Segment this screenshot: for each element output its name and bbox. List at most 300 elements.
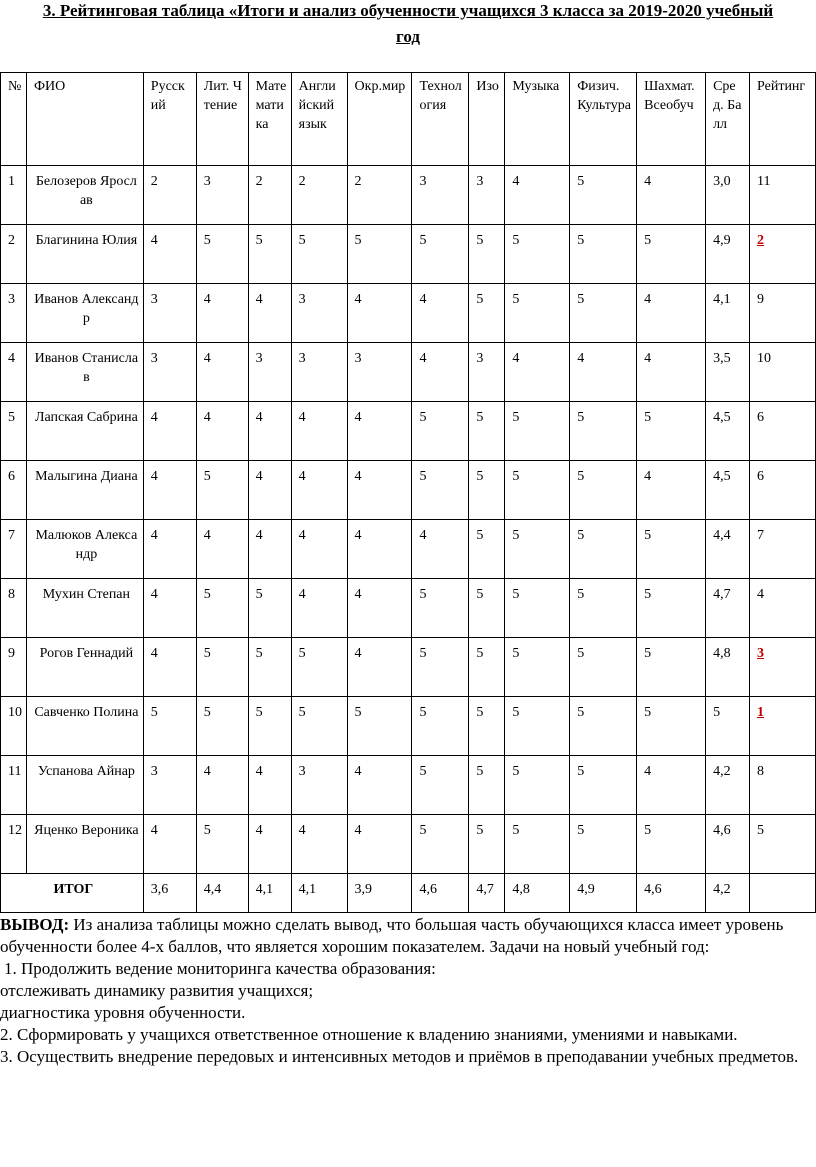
cell-value: 5 — [419, 764, 427, 779]
grade-cell — [143, 461, 196, 520]
conclusion-text: Из анализа таблицы можно сделать вывод, что большая часть обучающихся класса имеет уровень обученности более 4-х баллов, что является хорошим показателем. Задачи на новый учебный год: — [0, 915, 784, 956]
cell-value: 4 — [298, 469, 306, 484]
grade-cell — [706, 756, 750, 815]
grade-cell — [637, 284, 706, 343]
grade-cell — [196, 461, 248, 520]
cell-value: 5 — [512, 233, 520, 248]
grade-cell — [469, 815, 505, 874]
row-number — [1, 343, 27, 402]
cell-value: Рогов Геннадий — [39, 646, 134, 661]
grade-cell — [505, 520, 570, 579]
grade-cell — [291, 225, 347, 284]
grade-cell — [505, 402, 570, 461]
row-number — [1, 815, 27, 874]
cell-value: 4,7 — [713, 587, 731, 602]
row-number — [1, 402, 27, 461]
grade-cell — [505, 815, 570, 874]
table-row — [1, 225, 816, 284]
cell-value: 4 — [150, 587, 158, 602]
conclusion-paragraph — [0, 914, 816, 958]
grade-cell — [706, 166, 750, 225]
cell-value: 4 — [354, 528, 362, 543]
cell-value: 5 — [476, 764, 484, 779]
rank-cell — [750, 225, 816, 284]
cell-value: 5 — [577, 410, 585, 425]
total-value: 4,6 — [412, 874, 469, 913]
cell-value: 4 — [512, 174, 520, 189]
rank-cell — [750, 520, 816, 579]
student-name — [26, 638, 143, 697]
grade-cell — [196, 402, 248, 461]
cell-value: 5 — [644, 587, 652, 602]
grade-cell — [505, 638, 570, 697]
total-value: 4,9 — [570, 874, 637, 913]
cell-value: 4,4 — [713, 528, 731, 543]
conclusion-label: ВЫВОД: — [0, 915, 70, 934]
cell-value: 7 — [757, 528, 765, 543]
cell-value: 3 — [298, 351, 306, 366]
cell-value: 4,1 — [713, 292, 731, 307]
task-subitem-2: диагностика уровня обученности. — [0, 1003, 246, 1022]
grade-cell — [412, 166, 469, 225]
student-name — [26, 815, 143, 874]
cell-value: 5 — [203, 646, 211, 661]
grade-cell — [570, 225, 637, 284]
cell-value: 3 — [298, 764, 306, 779]
total-value: 4,2 — [706, 874, 750, 913]
cell-value: 5 — [203, 823, 211, 838]
cell-value: 4,2 — [713, 764, 731, 779]
total-value: 4,6 — [637, 874, 706, 913]
cell-value: 4 — [298, 823, 306, 838]
grade-cell — [412, 697, 469, 756]
cell-value: 5 — [577, 587, 585, 602]
cell-value: 5 — [203, 233, 211, 248]
cell-value: 5 — [476, 587, 484, 602]
cell-value: 5 — [476, 705, 484, 720]
grade-cell — [347, 756, 412, 815]
cell-value: 9 — [757, 292, 765, 307]
cell-value: Успанова Айнар — [37, 764, 135, 779]
grade-cell — [412, 402, 469, 461]
title-line-2: год — [396, 27, 420, 46]
column-header: ФИО — [26, 73, 143, 166]
cell-value: 5 — [419, 587, 427, 602]
grade-cell — [570, 638, 637, 697]
cell-value: 5 — [577, 174, 585, 189]
row-number — [1, 461, 27, 520]
cell-value: 5 — [512, 528, 520, 543]
grade-cell — [469, 284, 505, 343]
cell-value: Малюков Александр — [35, 528, 138, 562]
cell-value: 4 — [298, 587, 306, 602]
row-number — [1, 579, 27, 638]
grade-cell — [706, 520, 750, 579]
column-header: Русский — [143, 73, 196, 166]
table-row — [1, 166, 816, 225]
student-name — [26, 461, 143, 520]
cell-value: 5 — [577, 528, 585, 543]
student-name — [26, 343, 143, 402]
table-header-row — [1, 73, 816, 166]
cell-value: 4 — [644, 292, 652, 307]
student-name — [26, 225, 143, 284]
total-value: 4,7 — [469, 874, 505, 913]
cell-value: 1 — [8, 174, 15, 189]
cell-value: 4,8 — [713, 646, 731, 661]
cell-value: 5 — [354, 233, 362, 248]
grade-cell — [706, 284, 750, 343]
grade-cell — [637, 402, 706, 461]
cell-value: 5 — [644, 410, 652, 425]
grade-cell — [248, 756, 291, 815]
cell-value: 4 — [150, 469, 158, 484]
cell-value: 4 — [150, 646, 158, 661]
grade-cell — [637, 815, 706, 874]
grade-cell — [412, 520, 469, 579]
column-header: Окр.мир — [347, 73, 412, 166]
grade-cell — [291, 166, 347, 225]
cell-value: 3,5 — [713, 351, 731, 366]
cell-value: 4 — [203, 410, 211, 425]
grade-cell — [706, 343, 750, 402]
cell-value: 3 — [255, 351, 263, 366]
grade-cell — [248, 461, 291, 520]
grade-cell — [706, 579, 750, 638]
cell-value: 5 — [512, 823, 520, 838]
conclusion-section — [0, 914, 816, 1068]
grade-cell — [706, 697, 750, 756]
rank-cell — [750, 343, 816, 402]
cell-value: 5 — [298, 646, 306, 661]
cell-value: 5 — [8, 410, 15, 425]
cell-value: 3 — [757, 646, 765, 661]
title-line-1: 3. Рейтинговая таблица «Итоги и анализ обученности учащихся 3 класса за 2019-2020 учебный — [42, 1, 774, 20]
cell-value: 5 — [476, 528, 484, 543]
cell-value: 3 — [354, 351, 362, 366]
cell-value: 5 — [644, 646, 652, 661]
rank-cell — [750, 461, 816, 520]
grade-cell — [347, 166, 412, 225]
table-row — [1, 697, 816, 756]
total-value — [750, 874, 816, 913]
grade-cell — [505, 461, 570, 520]
grade-cell — [248, 402, 291, 461]
grade-cell — [637, 579, 706, 638]
cell-value: 4 — [150, 528, 158, 543]
task-item-2: 2. Сформировать у учащихся ответственное отношение к владению знаниями, умениями и навыками. — [0, 1025, 738, 1044]
cell-value: 5 — [476, 469, 484, 484]
cell-value: 10 — [757, 351, 772, 366]
grade-cell — [347, 343, 412, 402]
cell-value: 3 — [150, 292, 158, 307]
grade-cell — [412, 638, 469, 697]
cell-value: 5 — [512, 764, 520, 779]
cell-value: 5 — [644, 705, 652, 720]
grade-cell — [412, 343, 469, 402]
cell-value: 5 — [512, 292, 520, 307]
grade-cell — [570, 343, 637, 402]
grade-cell — [291, 402, 347, 461]
grade-cell — [143, 638, 196, 697]
cell-value: 4 — [255, 469, 263, 484]
rank-cell — [750, 579, 816, 638]
cell-value: 5 — [298, 233, 306, 248]
cell-value: 3 — [419, 174, 427, 189]
cell-value: 5 — [577, 646, 585, 661]
cell-value: 3 — [150, 764, 158, 779]
cell-value: 5 — [203, 587, 211, 602]
cell-value: 4,5 — [713, 469, 731, 484]
grade-cell — [196, 579, 248, 638]
cell-value: 4 — [757, 587, 765, 602]
grade-cell — [637, 461, 706, 520]
total-value: 4,8 — [505, 874, 570, 913]
grade-cell — [347, 284, 412, 343]
cell-value: 5 — [354, 705, 362, 720]
total-label: ИТОГ — [1, 874, 144, 913]
grade-cell — [196, 756, 248, 815]
total-value: 4,1 — [291, 874, 347, 913]
table-row — [1, 461, 816, 520]
cell-value: 4 — [203, 351, 211, 366]
grade-cell — [570, 402, 637, 461]
row-number — [1, 166, 27, 225]
grade-cell — [347, 225, 412, 284]
cell-value: 4 — [354, 292, 362, 307]
grade-cell — [412, 284, 469, 343]
student-name — [26, 284, 143, 343]
cell-value: 4 — [8, 351, 15, 366]
cell-value: 4 — [354, 823, 362, 838]
cell-value: 4,6 — [713, 823, 731, 838]
cell-value: 4 — [255, 823, 263, 838]
grade-cell — [505, 697, 570, 756]
cell-value: 5 — [577, 823, 585, 838]
totals-row — [1, 874, 816, 913]
grade-cell — [706, 225, 750, 284]
cell-value: 4 — [150, 233, 158, 248]
cell-value: Иванов Станислав — [34, 351, 139, 385]
table-row — [1, 343, 816, 402]
cell-value: Иванов Александр — [34, 292, 139, 326]
student-name — [26, 166, 143, 225]
grade-cell — [196, 520, 248, 579]
column-header: Рейтинг — [750, 73, 816, 166]
grade-cell — [347, 520, 412, 579]
rank-cell — [750, 815, 816, 874]
cell-value: Благинина Юлия — [35, 233, 138, 248]
cell-value: 5 — [203, 469, 211, 484]
cell-value: 4 — [644, 469, 652, 484]
grade-cell — [196, 225, 248, 284]
cell-value: 8 — [8, 587, 15, 602]
column-header: Английский язык — [291, 73, 347, 166]
table-row — [1, 579, 816, 638]
cell-value: 4 — [354, 410, 362, 425]
task-item-3: 3. Осуществить внедрение передовых и интенсивных методов и приёмов в преподавании учебных предметов. — [0, 1047, 799, 1066]
cell-value: 5 — [577, 233, 585, 248]
table-row — [1, 284, 816, 343]
cell-value: 5 — [255, 587, 263, 602]
rank-cell — [750, 284, 816, 343]
cell-value: 5 — [419, 646, 427, 661]
cell-value: 5 — [419, 469, 427, 484]
row-number — [1, 697, 27, 756]
cell-value: Яценко Вероника — [34, 823, 139, 838]
grade-cell — [143, 756, 196, 815]
cell-value: 4 — [419, 528, 427, 543]
cell-value: 5 — [476, 410, 484, 425]
cell-value: 2 — [757, 233, 765, 248]
grade-cell — [347, 697, 412, 756]
grade-cell — [469, 520, 505, 579]
row-number — [1, 284, 27, 343]
cell-value: 4 — [419, 351, 427, 366]
table-row — [1, 638, 816, 697]
cell-value: 5 — [577, 705, 585, 720]
cell-value: 5 — [512, 469, 520, 484]
cell-value: 11 — [8, 764, 22, 779]
grade-cell — [505, 579, 570, 638]
grade-cell — [570, 579, 637, 638]
cell-value: 2 — [150, 174, 158, 189]
grade-cell — [570, 815, 637, 874]
grade-cell — [706, 461, 750, 520]
grade-cell — [570, 697, 637, 756]
grade-cell — [248, 225, 291, 284]
grade-cell — [196, 166, 248, 225]
cell-value: 5 — [419, 823, 427, 838]
student-name — [26, 520, 143, 579]
total-value: 4,1 — [248, 874, 291, 913]
grade-cell — [412, 225, 469, 284]
student-name — [26, 756, 143, 815]
grade-cell — [570, 166, 637, 225]
column-header: Изо — [469, 73, 505, 166]
grade-cell — [291, 520, 347, 579]
cell-value: Савченко Полина — [34, 705, 139, 720]
grade-cell — [570, 461, 637, 520]
document-title — [0, 0, 816, 50]
grade-cell — [291, 284, 347, 343]
row-number — [1, 638, 27, 697]
grade-cell — [196, 815, 248, 874]
cell-value: 6 — [757, 469, 765, 484]
cell-value: 5 — [644, 233, 652, 248]
cell-value: 3 — [298, 292, 306, 307]
grade-cell — [196, 343, 248, 402]
cell-value: 5 — [203, 705, 211, 720]
cell-value: 4 — [298, 528, 306, 543]
cell-value: 5 — [577, 764, 585, 779]
cell-value: 5 — [476, 292, 484, 307]
grade-cell — [637, 225, 706, 284]
cell-value: 4 — [255, 528, 263, 543]
column-header: Лит. Чтение — [196, 73, 248, 166]
cell-value: 4 — [203, 292, 211, 307]
total-value: 3,9 — [347, 874, 412, 913]
cell-value: 4,5 — [713, 410, 731, 425]
cell-value: 2 — [298, 174, 306, 189]
cell-value: 4 — [150, 823, 158, 838]
cell-value: 4 — [354, 469, 362, 484]
cell-value: 5 — [419, 705, 427, 720]
grade-cell — [291, 815, 347, 874]
cell-value: Малыгина Диана — [35, 469, 138, 484]
grade-cell — [637, 697, 706, 756]
grade-cell — [196, 638, 248, 697]
row-number — [1, 756, 27, 815]
cell-value: 5 — [255, 233, 263, 248]
rating-table — [0, 72, 816, 913]
grade-cell — [143, 815, 196, 874]
grade-cell — [143, 579, 196, 638]
grade-cell — [248, 166, 291, 225]
cell-value: 12 — [8, 823, 22, 838]
cell-value: 4 — [354, 646, 362, 661]
cell-value: 5 — [255, 646, 263, 661]
grade-cell — [706, 815, 750, 874]
grade-cell — [469, 638, 505, 697]
cell-value: 4 — [644, 351, 652, 366]
column-header: Шахмат. Всеобуч — [637, 73, 706, 166]
grade-cell — [570, 284, 637, 343]
cell-value: 3 — [150, 351, 158, 366]
column-header: Физич. Культура — [570, 73, 637, 166]
cell-value: 4 — [354, 764, 362, 779]
cell-value: 2 — [354, 174, 362, 189]
grade-cell — [412, 815, 469, 874]
column-header: Музыка — [505, 73, 570, 166]
cell-value: 4 — [512, 351, 520, 366]
cell-value: 3 — [8, 292, 15, 307]
cell-value: 5 — [476, 823, 484, 838]
cell-value: 5 — [577, 292, 585, 307]
cell-value: 3,0 — [713, 174, 731, 189]
cell-value: 5 — [512, 587, 520, 602]
grade-cell — [637, 166, 706, 225]
grade-cell — [143, 520, 196, 579]
grade-cell — [412, 756, 469, 815]
grade-cell — [505, 284, 570, 343]
grade-cell — [248, 815, 291, 874]
table-row — [1, 402, 816, 461]
column-header: Технология — [412, 73, 469, 166]
grade-cell — [248, 638, 291, 697]
grade-cell — [347, 461, 412, 520]
cell-value: 4 — [255, 410, 263, 425]
grade-cell — [505, 343, 570, 402]
grade-cell — [637, 520, 706, 579]
rank-cell — [750, 638, 816, 697]
grade-cell — [469, 225, 505, 284]
grade-cell — [469, 697, 505, 756]
cell-value: 5 — [577, 469, 585, 484]
grade-cell — [347, 579, 412, 638]
cell-value: 2 — [255, 174, 263, 189]
task-item-1: 1. Продолжить ведение мониторинга качества образования: — [4, 959, 436, 978]
grade-cell — [412, 579, 469, 638]
cell-value: 4 — [150, 410, 158, 425]
row-number — [1, 520, 27, 579]
cell-value: Белозеров Ярослав — [35, 174, 137, 208]
grade-cell — [291, 756, 347, 815]
grade-cell — [143, 284, 196, 343]
cell-value: 5 — [644, 823, 652, 838]
cell-value: 10 — [8, 705, 22, 720]
cell-value: 4 — [644, 174, 652, 189]
